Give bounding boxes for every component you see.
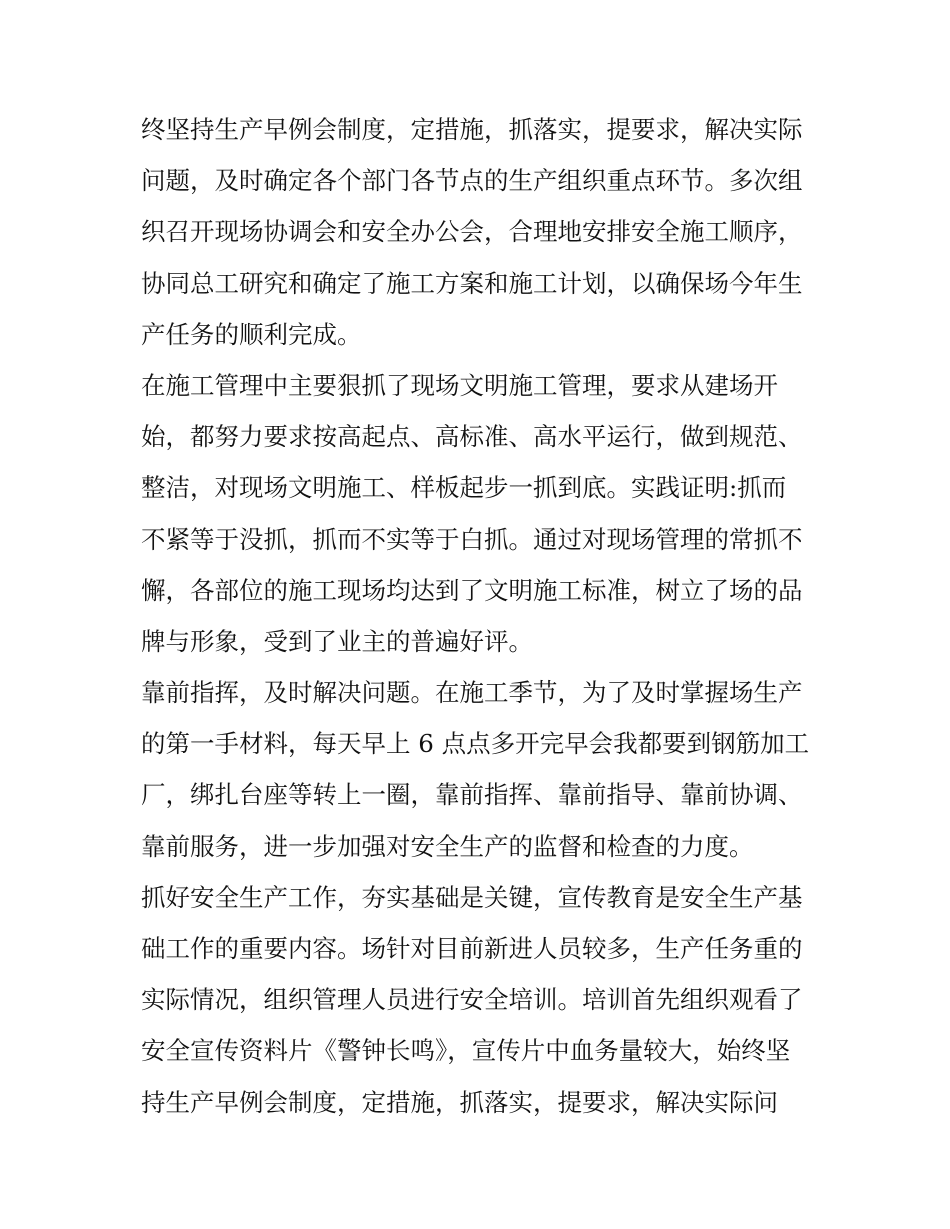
text-line: 始，都努力要求按高起点、高标准、高水平运行，做到规范、	[141, 422, 803, 452]
text-line: 牌与形象，受到了业主的普遍好评。	[141, 626, 533, 656]
text-line: 织召开现场协调会和安全办公会，合理地安排安全施工顺序，	[141, 217, 803, 247]
text-line: 协同总工研究和确定了施工方案和施工计划，以确保场今年生	[141, 268, 803, 298]
text-line: 安全宣传资料片《警钟长鸣》，宣传片中血务量较大，始终坚	[141, 1036, 791, 1066]
text-line: 在施工管理中主要狠抓了现场文明施工管理，要求从建场开	[141, 370, 778, 400]
text-line: 问题，及时确定各个部门各节点的生产组织重点环节。多次组	[141, 166, 803, 196]
text-line: 持生产早例会制度，定措施，抓落实，提要求，解决实际问	[141, 1087, 778, 1117]
text-line: 整洁，对现场文明施工、样板起步一抓到底。实践证明:抓而	[141, 473, 787, 503]
text-line: 产任务的顺利完成。	[141, 319, 362, 349]
document-body	[141, 104, 811, 1128]
text-line: 实际情况，组织管理人员进行安全培训。培训首先组织观看了	[141, 985, 803, 1015]
text-line: 靠前指挥，及时解决问题。在施工季节，为了及时掌握场生产	[141, 678, 803, 708]
text-line: 靠前服务，进一步加强对安全生产的监督和检查的力度。	[141, 831, 754, 861]
text-line: 的第一手材料，每天早上 6 点点多开完早会我都要到钢筋加工	[141, 729, 810, 759]
text-line: 厂，绑扎台座等转上一圈，靠前指挥、靠前指导、靠前协调、	[141, 780, 803, 810]
text-line: 不紧等于没抓，抓而不实等于白抓。通过对现场管理的常抓不	[141, 524, 803, 554]
text-line: 抓好安全生产工作，夯实基础是关键，宣传教育是安全生产基	[141, 882, 803, 912]
text-line: 础工作的重要内容。场针对目前新进人员较多，生产任务重的	[141, 934, 803, 963]
text-line: 终坚持生产早例会制度，定措施，抓落实，提要求，解决实际	[141, 115, 803, 144]
text-line: 懈，各部位的施工现场均达到了文明施工标准，树立了场的品	[141, 575, 803, 605]
